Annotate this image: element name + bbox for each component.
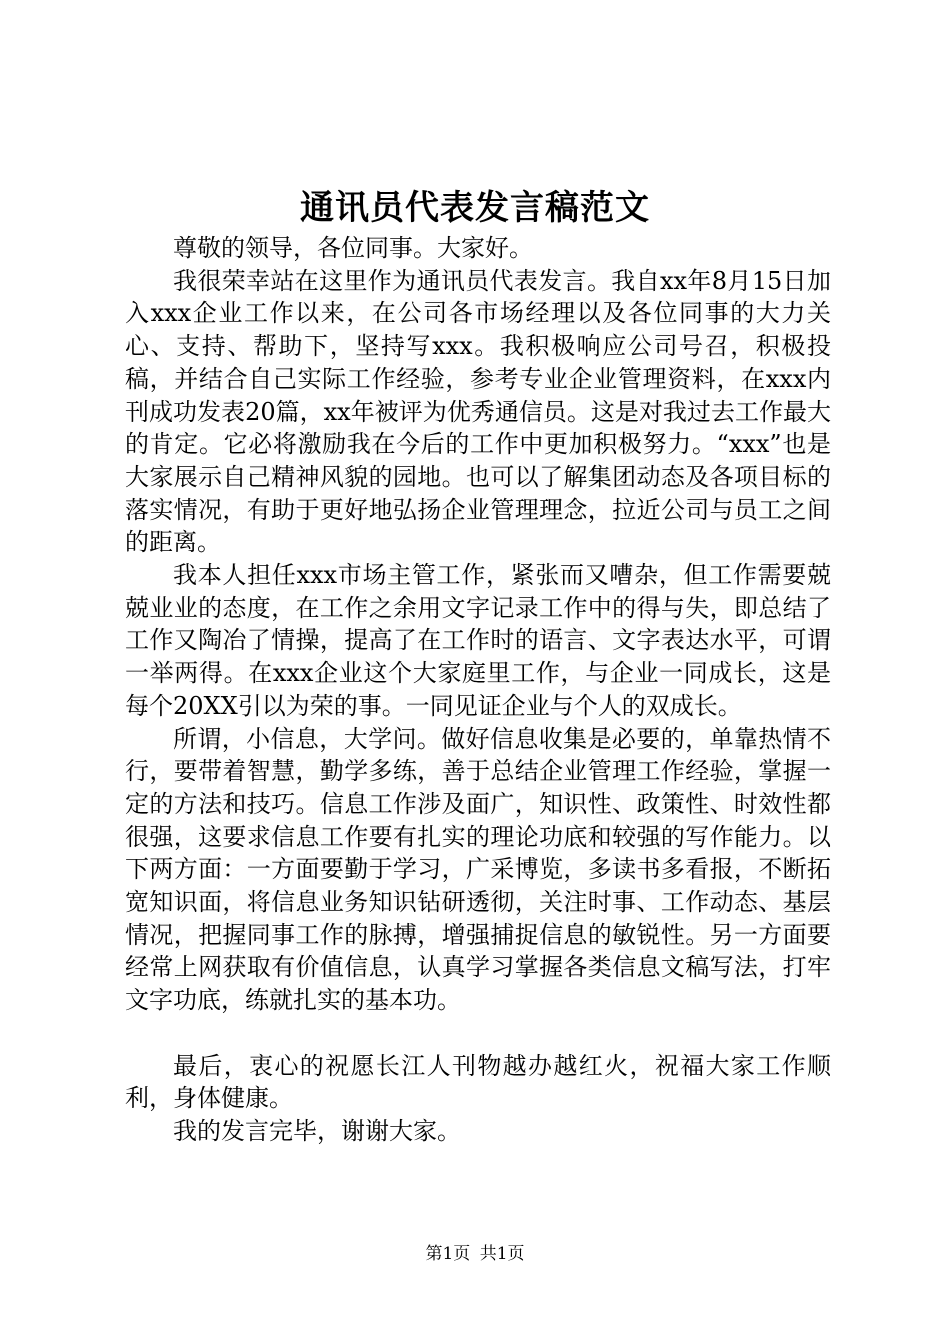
paragraph-introduction: 我很荣幸站在这里作为通讯员代表发言。我自xx年8月15日加入xxx企业工作以来，在公司各市场经理以及各位同事的大力关心、支持、帮助下，坚持写xxx。我积极响应公司号召，积极投稿，并结合自己实际工作经验，参考专业企业管理资料，在xxx内刊成功发表20篇，xx年被评为优秀通信员。这是对我过去工作最大的肯定。它必将激励我在今后的工作中更加积极努力。“xxx”也是大家展示自己精神风貌的园地。也可以了解集团动态及各项目标的落实情况，有助于更好地弘扬企业管理理念，拉近公司与员工之间的距离。: [125, 266, 831, 557]
document-body: [125, 232, 831, 1148]
paragraph-wishes: 最后，衷心的祝愿长江人刊物越办越红火，祝福大家工作顺利，身体健康。: [125, 1051, 831, 1113]
paragraph-methods: 所谓，小信息，大学问。做好信息收集是必要的，单靠热情不行，要带着智慧，勤学多练，善于总结企业管理工作经验，掌握一定的方法和技巧。信息工作涉及面广，知识性、政策性、时效性都很强，这要求信息工作要有扎实的理论功底和较强的写作能力。以下两方面：一方面要勤于学习，广采博览，多读书多看报，不断拓宽知识面，将信息业务知识钻研透彻，关注时事、工作动态、基层情况，把握同事工作的脉搏，增强捕捉信息的敏锐性。另一方面要经常上网获取有价值信息，认真学习掌握各类信息文稿写法，打牢文字功底，练就扎实的基本功。: [125, 724, 831, 1015]
paragraph-spacer: [125, 1017, 831, 1050]
paragraph-greeting: 尊敬的领导，各位同事。大家好。: [173, 234, 533, 262]
paragraph-role: 我本人担任xxx市场主管工作，紧张而又嘈杂，但工作需要兢兢业业的态度，在工作之余用文字记录工作中的得与失，即总结了工作又陶冶了情操，提高了在工作时的语言、文字表达水平，可谓一举两得。在xxx企业这个大家庭里工作，与企业一同成长，这是每个20XX引以为荣的事。一同见证企业与个人的双成长。: [125, 561, 831, 720]
paragraph-closing: 我的发言完毕，谢谢大家。: [173, 1116, 461, 1145]
document-title: 通讯员代表发言稿范文: [300, 188, 650, 228]
page-number-footer: 第1页 共1页: [425, 1244, 525, 1264]
